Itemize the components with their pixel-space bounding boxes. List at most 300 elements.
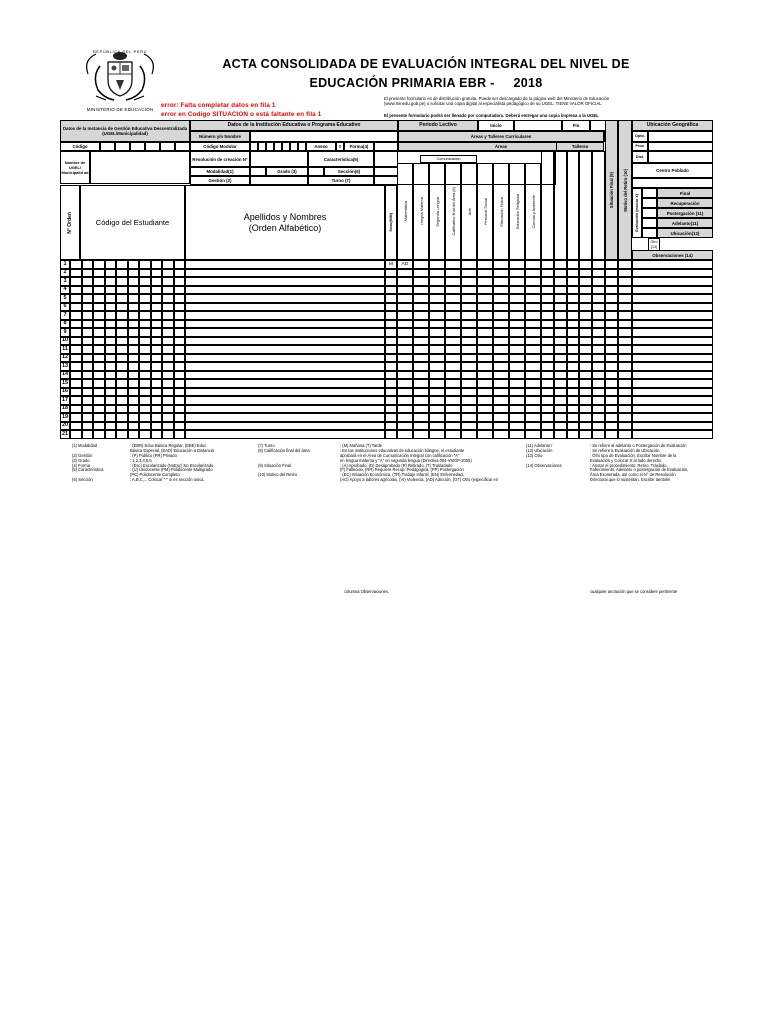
taller-cell[interactable] — [579, 277, 592, 286]
grade-cell[interactable] — [429, 320, 445, 329]
codigo-estudiante-digit[interactable] — [93, 362, 105, 371]
grade-cell[interactable] — [461, 413, 477, 422]
codigo-estudiante-digit[interactable] — [139, 328, 151, 337]
grade-cell[interactable] — [445, 320, 461, 329]
grade-cell[interactable] — [477, 371, 493, 380]
codigo-estudiante-digit[interactable] — [82, 413, 94, 422]
apellidos-cell[interactable] — [185, 362, 385, 371]
taller-cell[interactable] — [592, 294, 605, 303]
taller-cell[interactable] — [592, 260, 605, 269]
sexo-cell[interactable] — [385, 371, 397, 380]
codigo-estudiante-digit[interactable] — [105, 337, 117, 346]
codigo-estudiante-digit[interactable] — [70, 345, 82, 354]
codigo-digit[interactable] — [100, 142, 115, 151]
taller-cell[interactable] — [541, 430, 554, 439]
grade-cell[interactable] — [493, 269, 509, 278]
grade-cell[interactable] — [525, 362, 541, 371]
codigo-estudiante-digit[interactable] — [82, 362, 94, 371]
grade-cell[interactable] — [477, 413, 493, 422]
codigo-estudiante-digit[interactable] — [162, 269, 174, 278]
taller-cell[interactable] — [579, 379, 592, 388]
codigo-estudiante-digit[interactable] — [105, 388, 117, 397]
codigo-estudiante-digit[interactable] — [82, 303, 94, 312]
grade-cell[interactable] — [477, 430, 493, 439]
codigo-estudiante-digit[interactable] — [151, 405, 163, 414]
grade-cell[interactable] — [525, 413, 541, 422]
grade-cell[interactable] — [397, 260, 413, 269]
codigo-estudiante-digit[interactable] — [93, 277, 105, 286]
taller-cell[interactable] — [579, 286, 592, 295]
grade-cell[interactable] — [413, 328, 429, 337]
grade-cell[interactable] — [461, 337, 477, 346]
grade-cell[interactable] — [477, 396, 493, 405]
codigo-estudiante-digit[interactable] — [82, 430, 94, 439]
grade-cell[interactable] — [413, 260, 429, 269]
taller-cell[interactable] — [592, 396, 605, 405]
taller-cell[interactable] — [567, 354, 580, 363]
grade-cell[interactable] — [509, 396, 525, 405]
grade-cell[interactable] — [509, 269, 525, 278]
grade-cell[interactable] — [445, 354, 461, 363]
taller-cell[interactable] — [554, 303, 567, 312]
grade-cell[interactable] — [429, 311, 445, 320]
grade-cell[interactable] — [509, 337, 525, 346]
codigo-estudiante-digit[interactable] — [93, 303, 105, 312]
grade-cell[interactable] — [525, 303, 541, 312]
taller-cell[interactable] — [554, 311, 567, 320]
grade-cell[interactable] — [477, 337, 493, 346]
codigo-estudiante-digit[interactable] — [116, 303, 128, 312]
codigo-estudiante-digit[interactable] — [139, 413, 151, 422]
grade-cell[interactable] — [397, 430, 413, 439]
grade-cell[interactable] — [477, 345, 493, 354]
grade-cell[interactable] — [413, 388, 429, 397]
grade-cell[interactable] — [397, 320, 413, 329]
grade-cell[interactable] — [509, 430, 525, 439]
observaciones-cell[interactable] — [632, 371, 713, 380]
taller-cell[interactable] — [554, 371, 567, 380]
observaciones-cell[interactable] — [632, 388, 713, 397]
codigo-estudiante-digit[interactable] — [93, 405, 105, 414]
codigo-estudiante-digit[interactable] — [174, 362, 186, 371]
apellidos-cell[interactable] — [185, 320, 385, 329]
grade-cell[interactable] — [493, 430, 509, 439]
codigo-estudiante-digit[interactable] — [162, 371, 174, 380]
codigo-estudiante-digit[interactable] — [82, 345, 94, 354]
taller-cell[interactable] — [554, 413, 567, 422]
motivo-cell[interactable] — [618, 294, 632, 303]
codigo-estudiante-digit[interactable] — [116, 269, 128, 278]
codigo-estudiante-digit[interactable] — [151, 277, 163, 286]
codigo-estudiante-digit[interactable] — [162, 405, 174, 414]
codigo-estudiante-digit[interactable] — [70, 388, 82, 397]
grade-cell[interactable] — [413, 430, 429, 439]
grade-cell[interactable] — [509, 379, 525, 388]
grade-cell[interactable] — [525, 328, 541, 337]
grade-cell[interactable] — [509, 328, 525, 337]
motivo-cell[interactable] — [618, 337, 632, 346]
taller-cell[interactable] — [541, 269, 554, 278]
codigo-estudiante-digit[interactable] — [105, 430, 117, 439]
codigo-estudiante-digit[interactable] — [93, 328, 105, 337]
taller-cell[interactable] — [567, 260, 580, 269]
codigo-estudiante-digit[interactable] — [151, 269, 163, 278]
taller-cell[interactable] — [554, 277, 567, 286]
sexo-cell[interactable] — [385, 311, 397, 320]
motivo-cell[interactable] — [618, 362, 632, 371]
grade-cell[interactable] — [461, 328, 477, 337]
observaciones-cell[interactable] — [632, 354, 713, 363]
grade-cell[interactable] — [413, 371, 429, 380]
codigo-estudiante-digit[interactable] — [128, 269, 140, 278]
taller-cell[interactable] — [554, 328, 567, 337]
situacion-cell[interactable] — [605, 354, 618, 363]
apellidos-cell[interactable] — [185, 294, 385, 303]
codigo-estudiante-digit[interactable] — [174, 260, 186, 269]
codigo-estudiante-digit[interactable] — [116, 422, 128, 431]
taller-cell[interactable] — [541, 294, 554, 303]
apellidos-cell[interactable] — [185, 260, 385, 269]
observaciones-cell[interactable] — [632, 337, 713, 346]
taller-cell[interactable] — [554, 354, 567, 363]
grade-cell[interactable] — [445, 379, 461, 388]
codigo-estudiante-digit[interactable] — [174, 405, 186, 414]
taller-cell[interactable] — [554, 286, 567, 295]
codigo-estudiante-digit[interactable] — [93, 396, 105, 405]
codigo-estudiante-digit[interactable] — [116, 286, 128, 295]
codigo-estudiante-digit[interactable] — [139, 303, 151, 312]
observaciones-cell[interactable] — [632, 413, 713, 422]
codigo-estudiante-digit[interactable] — [139, 337, 151, 346]
codigo-estudiante-digit[interactable] — [128, 320, 140, 329]
codigo-estudiante-digit[interactable] — [139, 371, 151, 380]
apellidos-cell[interactable] — [185, 371, 385, 380]
codigo-estudiante-digit[interactable] — [82, 286, 94, 295]
codigo-estudiante-digit[interactable] — [151, 371, 163, 380]
grade-cell[interactable] — [461, 345, 477, 354]
sexo-cell[interactable] — [385, 405, 397, 414]
codigo-estudiante-digit[interactable] — [139, 345, 151, 354]
codigo-estudiante-digit[interactable] — [70, 362, 82, 371]
observaciones-cell[interactable] — [632, 320, 713, 329]
codigo-estudiante-digit[interactable] — [174, 430, 186, 439]
sexo-cell[interactable] — [385, 294, 397, 303]
grade-cell[interactable] — [493, 422, 509, 431]
codigo-estudiante-digit[interactable] — [70, 413, 82, 422]
grade-cell[interactable] — [493, 286, 509, 295]
grade-cell[interactable] — [477, 320, 493, 329]
grade-cell[interactable] — [445, 422, 461, 431]
codigo-estudiante-digit[interactable] — [82, 422, 94, 431]
apellidos-cell[interactable] — [185, 303, 385, 312]
codigo-estudiante-digit[interactable] — [82, 405, 94, 414]
sexo-cell[interactable] — [385, 328, 397, 337]
grade-cell[interactable] — [429, 422, 445, 431]
codigo-estudiante-digit[interactable] — [70, 277, 82, 286]
observaciones-cell[interactable] — [632, 422, 713, 431]
situacion-cell[interactable] — [605, 320, 618, 329]
codigo-estudiante-digit[interactable] — [116, 405, 128, 414]
grade-cell[interactable] — [461, 286, 477, 295]
codigo-estudiante-digit[interactable] — [105, 303, 117, 312]
sexo-cell[interactable] — [385, 396, 397, 405]
grade-cell[interactable] — [445, 311, 461, 320]
taller-cell[interactable] — [579, 337, 592, 346]
situacion-cell[interactable] — [605, 396, 618, 405]
codigo-estudiante-digit[interactable] — [128, 277, 140, 286]
grade-cell[interactable] — [445, 337, 461, 346]
grade-cell[interactable] — [429, 294, 445, 303]
situacion-cell[interactable] — [605, 269, 618, 278]
codigo-estudiante-digit[interactable] — [151, 430, 163, 439]
grade-cell[interactable] — [461, 294, 477, 303]
codigo-estudiante-digit[interactable] — [139, 422, 151, 431]
observaciones-cell[interactable] — [632, 260, 713, 269]
grade-cell[interactable] — [397, 405, 413, 414]
codigo-estudiante-digit[interactable] — [174, 345, 186, 354]
taller-cell[interactable] — [579, 303, 592, 312]
grade-cell[interactable] — [461, 430, 477, 439]
taller-cell[interactable] — [567, 311, 580, 320]
codigo-estudiante-digit[interactable] — [174, 388, 186, 397]
codigo-estudiante-digit[interactable] — [93, 413, 105, 422]
grade-cell[interactable] — [509, 303, 525, 312]
codigo-estudiante-digit[interactable] — [151, 396, 163, 405]
grade-cell[interactable] — [445, 388, 461, 397]
situacion-cell[interactable] — [605, 303, 618, 312]
grade-cell[interactable] — [493, 328, 509, 337]
codigo-estudiante-digit[interactable] — [162, 396, 174, 405]
codigo-estudiante-digit[interactable] — [82, 354, 94, 363]
motivo-cell[interactable] — [618, 371, 632, 380]
grade-cell[interactable] — [509, 345, 525, 354]
taller-cell[interactable] — [567, 345, 580, 354]
grade-cell[interactable] — [445, 303, 461, 312]
codigo-estudiante-digit[interactable] — [82, 294, 94, 303]
codigo-estudiante-digit[interactable] — [105, 345, 117, 354]
codigo-estudiante-digit[interactable] — [70, 379, 82, 388]
sexo-cell[interactable] — [385, 430, 397, 439]
codigo-estudiante-digit[interactable] — [93, 269, 105, 278]
codigo-estudiante-digit[interactable] — [162, 388, 174, 397]
codigo-estudiante-digit[interactable] — [128, 379, 140, 388]
codigo-estudiante-digit[interactable] — [105, 277, 117, 286]
codigo-estudiante-digit[interactable] — [105, 362, 117, 371]
codigo-estudiante-digit[interactable] — [151, 294, 163, 303]
taller-cell[interactable] — [567, 337, 580, 346]
taller-cell[interactable] — [567, 430, 580, 439]
codigo-estudiante-digit[interactable] — [82, 311, 94, 320]
grade-cell[interactable] — [509, 371, 525, 380]
taller-cell[interactable] — [592, 277, 605, 286]
grade-cell[interactable] — [493, 388, 509, 397]
codigo-estudiante-digit[interactable] — [128, 371, 140, 380]
motivo-cell[interactable] — [618, 430, 632, 439]
codigo-estudiante-digit[interactable] — [174, 277, 186, 286]
grade-cell[interactable] — [493, 260, 509, 269]
sexo-cell[interactable] — [385, 413, 397, 422]
codigo-estudiante-digit[interactable] — [162, 303, 174, 312]
observaciones-cell[interactable] — [632, 396, 713, 405]
grade-cell[interactable] — [493, 405, 509, 414]
codigo-estudiante-digit[interactable] — [70, 354, 82, 363]
situacion-cell[interactable] — [605, 345, 618, 354]
codigo-estudiante-digit[interactable] — [70, 337, 82, 346]
codigo-estudiante-digit[interactable] — [151, 354, 163, 363]
grade-cell[interactable] — [509, 405, 525, 414]
situacion-cell[interactable] — [605, 277, 618, 286]
grade-cell[interactable] — [445, 405, 461, 414]
grade-cell[interactable] — [413, 362, 429, 371]
motivo-cell[interactable] — [618, 311, 632, 320]
motivo-cell[interactable] — [618, 345, 632, 354]
apellidos-cell[interactable] — [185, 337, 385, 346]
codigo-modular-digit[interactable] — [258, 142, 266, 151]
anexo-field[interactable] — [336, 142, 344, 151]
motivo-cell[interactable] — [618, 286, 632, 295]
taller-cell[interactable] — [579, 405, 592, 414]
grade-cell[interactable] — [477, 422, 493, 431]
codigo-estudiante-digit[interactable] — [139, 354, 151, 363]
codigo-estudiante-digit[interactable] — [174, 337, 186, 346]
taller-cell[interactable] — [567, 269, 580, 278]
inicio-field[interactable] — [514, 120, 562, 131]
grade-cell[interactable] — [461, 269, 477, 278]
grade-cell[interactable] — [477, 294, 493, 303]
taller-cell[interactable] — [541, 286, 554, 295]
codigo-estudiante-digit[interactable] — [93, 371, 105, 380]
codigo-estudiante-digit[interactable] — [116, 396, 128, 405]
grade-cell[interactable] — [525, 422, 541, 431]
codigo-estudiante-digit[interactable] — [70, 311, 82, 320]
grade-cell[interactable] — [525, 388, 541, 397]
situacion-cell[interactable] — [605, 286, 618, 295]
taller-cell[interactable] — [592, 328, 605, 337]
apellidos-cell[interactable] — [185, 311, 385, 320]
taller-cell[interactable] — [541, 328, 554, 337]
grade-cell[interactable] — [445, 260, 461, 269]
codigo-estudiante-digit[interactable] — [151, 286, 163, 295]
codigo-estudiante-digit[interactable] — [82, 337, 94, 346]
taller-cell[interactable] — [567, 362, 580, 371]
taller-cell[interactable] — [554, 405, 567, 414]
codigo-estudiante-digit[interactable] — [128, 345, 140, 354]
codigo-estudiante-digit[interactable] — [70, 430, 82, 439]
taller-cell[interactable] — [567, 422, 580, 431]
apellidos-cell[interactable] — [185, 269, 385, 278]
codigo-estudiante-digit[interactable] — [151, 413, 163, 422]
situacion-cell[interactable] — [605, 413, 618, 422]
codigo-estudiante-digit[interactable] — [105, 422, 117, 431]
grade-cell[interactable] — [397, 286, 413, 295]
grade-cell[interactable] — [413, 379, 429, 388]
grade-cell[interactable] — [493, 337, 509, 346]
codigo-digit[interactable] — [145, 142, 160, 151]
grade-cell[interactable] — [461, 396, 477, 405]
taller-cell[interactable] — [579, 320, 592, 329]
codigo-estudiante-digit[interactable] — [128, 294, 140, 303]
apellidos-cell[interactable] — [185, 277, 385, 286]
codigo-estudiante-digit[interactable] — [116, 354, 128, 363]
grade-cell[interactable] — [429, 354, 445, 363]
apellidos-cell[interactable] — [185, 345, 385, 354]
grade-cell[interactable] — [429, 388, 445, 397]
apellidos-cell[interactable] — [185, 413, 385, 422]
codigo-estudiante-digit[interactable] — [105, 371, 117, 380]
taller-cell[interactable] — [541, 379, 554, 388]
taller-cell[interactable] — [541, 371, 554, 380]
grade-cell[interactable] — [493, 303, 509, 312]
sexo-cell[interactable] — [385, 337, 397, 346]
codigo-estudiante-digit[interactable] — [162, 320, 174, 329]
taller-cell[interactable] — [541, 362, 554, 371]
forma-field[interactable] — [374, 142, 398, 151]
grade-cell[interactable] — [397, 413, 413, 422]
taller-cell[interactable] — [554, 269, 567, 278]
grade-cell[interactable] — [477, 405, 493, 414]
grade-cell[interactable] — [461, 354, 477, 363]
motivo-cell[interactable] — [618, 413, 632, 422]
grade-cell[interactable] — [461, 260, 477, 269]
grade-cell[interactable] — [413, 311, 429, 320]
codigo-estudiante-digit[interactable] — [82, 277, 94, 286]
codigo-estudiante-digit[interactable] — [128, 303, 140, 312]
codigo-estudiante-digit[interactable] — [93, 311, 105, 320]
grade-cell[interactable] — [397, 345, 413, 354]
codigo-estudiante-digit[interactable] — [174, 379, 186, 388]
motivo-cell[interactable] — [618, 388, 632, 397]
grade-cell[interactable] — [525, 396, 541, 405]
codigo-estudiante-digit[interactable] — [105, 405, 117, 414]
grade-cell[interactable] — [509, 362, 525, 371]
taller-cell[interactable] — [567, 396, 580, 405]
codigo-estudiante-digit[interactable] — [174, 422, 186, 431]
codigo-estudiante-digit[interactable] — [93, 422, 105, 431]
taller-cell[interactable] — [579, 345, 592, 354]
resolucion-field[interactable] — [250, 151, 308, 167]
codigo-estudiante-digit[interactable] — [116, 371, 128, 380]
taller-cell[interactable] — [541, 413, 554, 422]
codigo-estudiante-digit[interactable] — [70, 328, 82, 337]
nombre-ugel-field[interactable] — [90, 151, 190, 184]
apellidos-cell[interactable] — [185, 379, 385, 388]
grade-cell[interactable] — [413, 413, 429, 422]
codigo-estudiante-digit[interactable] — [105, 354, 117, 363]
codigo-estudiante-digit[interactable] — [116, 345, 128, 354]
grade-cell[interactable] — [445, 277, 461, 286]
grade-cell[interactable] — [509, 311, 525, 320]
codigo-estudiante-digit[interactable] — [116, 328, 128, 337]
modalidad-field[interactable] — [250, 167, 266, 176]
taller-cell[interactable] — [541, 388, 554, 397]
codigo-estudiante-digit[interactable] — [105, 260, 117, 269]
grade-cell[interactable] — [461, 422, 477, 431]
grade-cell[interactable] — [461, 388, 477, 397]
sexo-cell[interactable] — [385, 388, 397, 397]
taller-cell[interactable] — [579, 413, 592, 422]
codigo-estudiante-digit[interactable] — [105, 379, 117, 388]
taller-cell[interactable] — [592, 311, 605, 320]
codigo-estudiante-digit[interactable] — [128, 413, 140, 422]
grade-cell[interactable] — [493, 413, 509, 422]
motivo-cell[interactable] — [618, 320, 632, 329]
grade-cell[interactable] — [429, 260, 445, 269]
grade-cell[interactable] — [413, 277, 429, 286]
taller-cell[interactable] — [554, 388, 567, 397]
grade-cell[interactable] — [429, 269, 445, 278]
grade-cell[interactable] — [397, 354, 413, 363]
codigo-estudiante-digit[interactable] — [82, 269, 94, 278]
